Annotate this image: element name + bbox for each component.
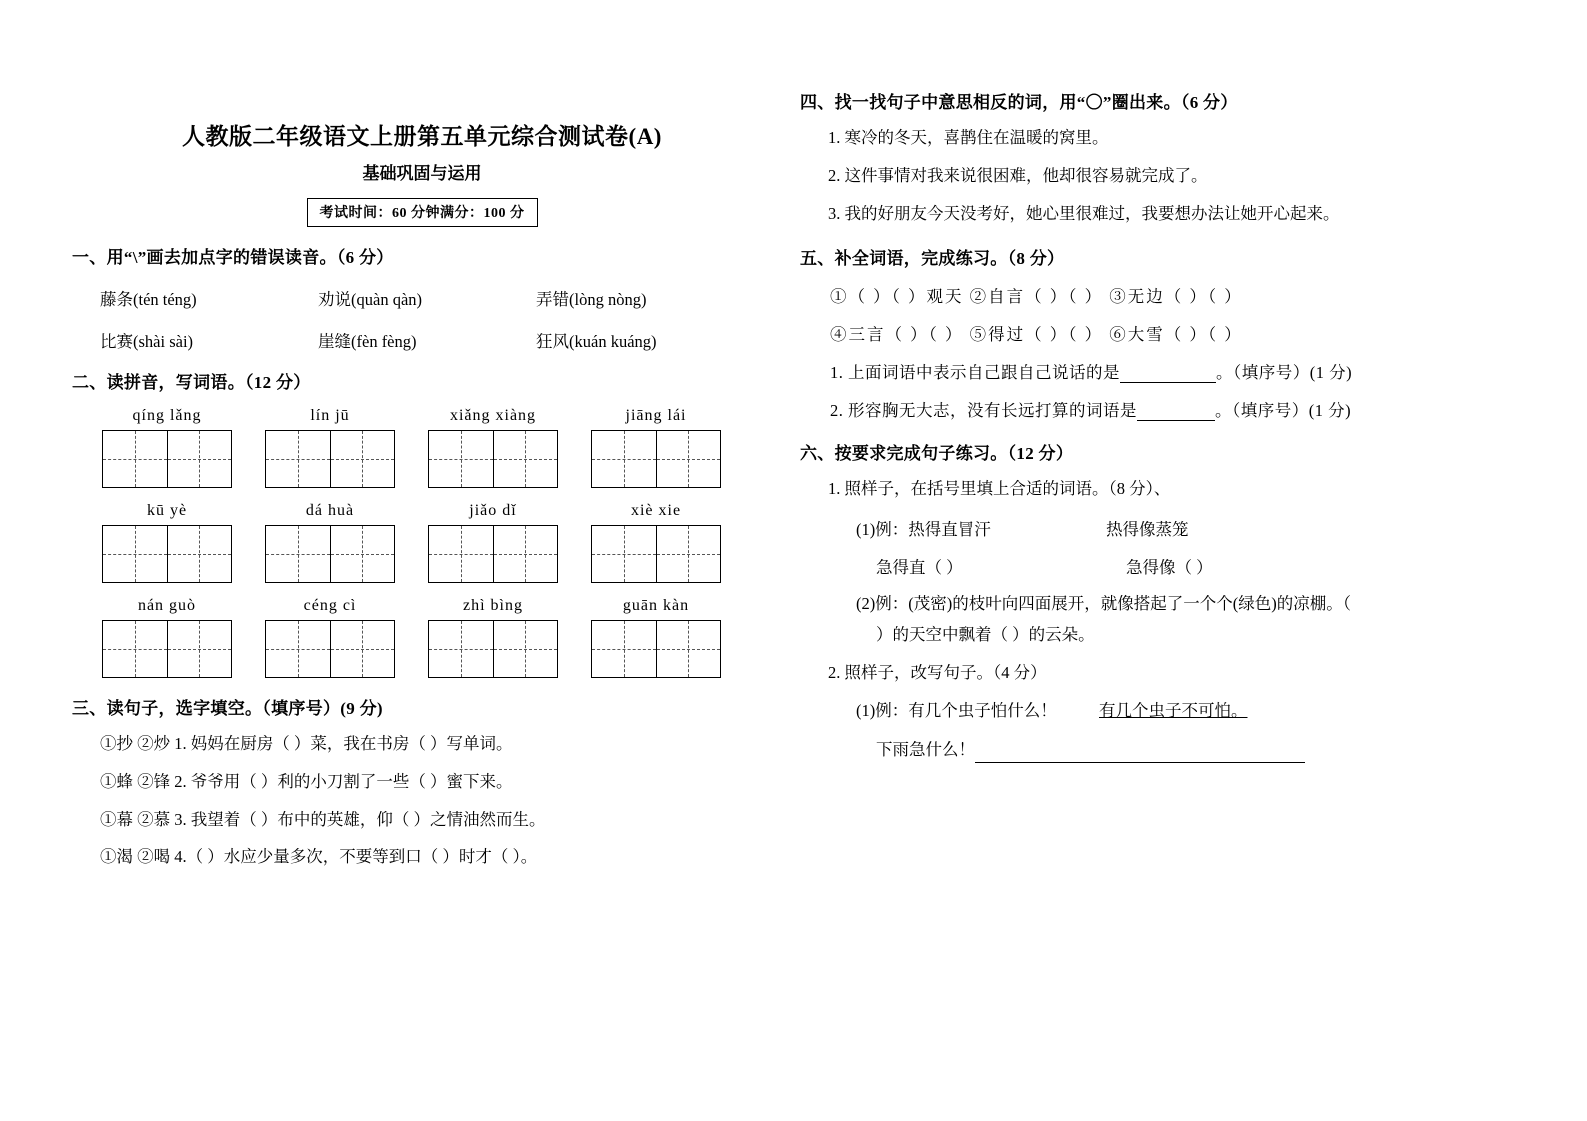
tianzige-box[interactable] — [265, 620, 395, 678]
page-title: 人教版二年级语文上册第五单元综合测试卷(A) — [182, 124, 662, 149]
example-3-prompt: 下雨急什么！ — [876, 740, 975, 759]
section-6-title: 六、按要求完成句子练习。（12 分） — [800, 444, 1074, 464]
tianzige-box[interactable] — [102, 430, 232, 488]
pinyin-label: xiè xie — [630, 502, 682, 519]
example-3-answer: 有几个虫子不可怕。 — [1099, 701, 1248, 721]
section-6-example-1-row-2 — [800, 554, 1520, 578]
grid-cell[interactable] — [167, 621, 232, 677]
grid-cell[interactable] — [656, 621, 721, 677]
grid-cell[interactable] — [592, 621, 656, 677]
section-2-title: 二、读拼音，写词语。（12 分） — [72, 373, 311, 392]
section-1-row-1 — [72, 286, 772, 310]
pinyin-label: jiǎo dǐ — [469, 502, 517, 519]
pinyin-label: guān kàn — [622, 597, 690, 614]
writing-grid-group — [102, 597, 265, 678]
section-5-question-1[interactable] — [800, 359, 1520, 383]
grid-cell[interactable] — [656, 526, 721, 582]
grid-cell[interactable] — [167, 526, 232, 582]
grid-cell[interactable] — [330, 526, 395, 582]
left-column — [72, 0, 772, 870]
section-3-item[interactable]: ①幕 ②慕 3. 我望着（ ）布中的英雄，仰（ ）之情油然而生。 — [100, 809, 546, 829]
writing-grid-row-2 — [72, 502, 772, 583]
section-6-example-2-line-1: (2)例：(茂密)的枝叶向四面展开，就像搭起了一个个(绿色)的凉棚。（ — [856, 594, 1351, 613]
answer-blank[interactable] — [975, 745, 1305, 763]
tianzige-box[interactable] — [591, 430, 721, 488]
section-4-title: 四、找一找句子中意思相反的词，用“〇”圈出来。（6 分） — [800, 93, 1238, 112]
answer-blank[interactable] — [1137, 404, 1215, 422]
grid-cell[interactable] — [429, 621, 493, 677]
section-5-idiom-row-1[interactable]: ①（ ）（ ）观天 ②自言（ ）（ ） ③无边（ ）（ ） — [830, 287, 1243, 307]
right-column — [800, 0, 1520, 763]
example-answer-c[interactable]: 急得直（ ） — [876, 558, 963, 577]
section-5-q2-suffix: 。（填序号）(1 分) — [1215, 401, 1352, 421]
grid-cell[interactable] — [493, 526, 558, 582]
pinyin-label: lín jū — [310, 407, 350, 424]
grid-cell[interactable] — [103, 431, 167, 487]
section-3-item[interactable]: ①蜂 ②锋 2. 爷爷用（ ）利的小刀割了一些（ ）蜜下来。 — [100, 771, 513, 791]
writing-grid-group — [428, 597, 591, 678]
section-5-title: 五、补全词语，完成练习。（8 分） — [800, 249, 1065, 269]
writing-grid-row-1 — [72, 407, 772, 488]
writing-grid-group — [265, 597, 428, 678]
grid-cell[interactable] — [103, 526, 167, 582]
tianzige-box[interactable] — [428, 620, 558, 678]
tianzige-box[interactable] — [102, 525, 232, 583]
grid-cell[interactable] — [330, 431, 395, 487]
pinyin-item[interactable]: 藤条(tén téng) — [100, 290, 197, 309]
pinyin-item[interactable]: 狂风(kuán kuáng) — [536, 332, 657, 351]
pinyin-item[interactable]: 比赛(shài sài) — [100, 332, 194, 351]
tianzige-box[interactable] — [265, 430, 395, 488]
grid-cell[interactable] — [429, 431, 493, 487]
pinyin-label: zhì bìng — [463, 597, 523, 614]
section-4-item[interactable]: 1. 寒冷的冬天，喜鹊住在温暖的窝里。 — [828, 128, 1109, 147]
tianzige-box[interactable] — [428, 525, 558, 583]
pinyin-label: céng cì — [303, 597, 357, 614]
pinyin-item[interactable]: 弄错(lòng nòng) — [536, 290, 647, 309]
section-5-q1-text: 1. 上面词语中表示自己跟自己说话的是 — [830, 363, 1120, 383]
section-6-question-1: 1. 照样子，在括号里填上合适的词语。（8 分）、 — [828, 479, 1171, 499]
grid-cell[interactable] — [429, 526, 493, 582]
grid-cell[interactable] — [592, 526, 656, 582]
pinyin-label: qíng lǎng — [132, 407, 202, 424]
writing-grid-group — [591, 407, 754, 488]
tianzige-box[interactable] — [265, 525, 395, 583]
section-3-title: 三、读句子，选字填空。（填序号）(9 分) — [72, 699, 383, 718]
grid-cell[interactable] — [592, 431, 656, 487]
section-6-example-1-row-1 — [800, 516, 1520, 540]
tianzige-box[interactable] — [102, 620, 232, 678]
writing-grid-group — [265, 407, 428, 488]
example-answer-d[interactable]: 急得像（ ） — [1126, 558, 1213, 577]
tianzige-box[interactable] — [591, 620, 721, 678]
section-1-title: 一、用“\”画去加点字的错误读音。（6 分） — [72, 248, 394, 267]
exam-info: 考试时间：60 分钟满分：100 分 — [307, 198, 538, 227]
pinyin-item[interactable]: 崖缝(fèn fèng) — [318, 332, 417, 351]
section-6-example-2-line-2[interactable]: ）的天空中飘着（ ）的云朵。 — [876, 624, 1095, 644]
pinyin-label: nán guò — [137, 597, 197, 614]
writing-grid-group — [428, 407, 591, 488]
section-6-question-2: 2. 照样子，改写句子。（4 分） — [828, 662, 1047, 682]
grid-cell[interactable] — [266, 526, 330, 582]
writing-grid-group — [591, 597, 754, 678]
exam-info-wrapper — [72, 198, 772, 227]
pinyin-label: jiāng lái — [625, 407, 687, 424]
grid-cell[interactable] — [493, 431, 558, 487]
section-6-example-3 — [800, 699, 1520, 724]
grid-cell[interactable] — [493, 621, 558, 677]
writing-grid-row-3 — [72, 597, 772, 678]
grid-cell[interactable] — [167, 431, 232, 487]
example-text-b: 热得像蒸笼 — [1106, 520, 1189, 539]
example-label-and-a — [856, 516, 1106, 540]
section-5-q2-text: 2. 形容胸无大志，没有长远打算的词语是 — [830, 401, 1137, 421]
answer-blank[interactable] — [1120, 366, 1216, 384]
example-3-label: (1)例：有几个虫子怕什么！ — [856, 701, 1057, 721]
section-5-question-2[interactable] — [800, 397, 1520, 421]
example-label: (1)例： — [856, 520, 909, 539]
grid-cell[interactable] — [266, 621, 330, 677]
section-3-item[interactable]: ①抄 ②炒 1. 妈妈在厨房（ ）菜，我在书房（ ）写单词。 — [100, 734, 513, 753]
writing-grid-group — [428, 502, 591, 583]
page-subtitle: 基础巩固与运用 — [362, 164, 482, 183]
section-4-item[interactable]: 2. 这件事情对我来说很困难，他却很容易就完成了。 — [828, 165, 1208, 185]
tianzige-box[interactable] — [428, 430, 558, 488]
section-1-row-2 — [72, 328, 772, 352]
writing-grid-group — [591, 502, 754, 583]
section-4-item[interactable]: 3. 我的好朋友今天没考好，她心里很难过，我要想办法让她开心起来。 — [828, 203, 1340, 223]
section-6-prompt-row[interactable] — [800, 738, 1520, 763]
pinyin-item[interactable]: 劝说(quàn qàn) — [318, 290, 423, 309]
grid-cell[interactable] — [266, 431, 330, 487]
pinyin-label: dá huà — [305, 502, 355, 519]
tianzige-box[interactable] — [591, 525, 721, 583]
grid-cell[interactable] — [656, 431, 721, 487]
writing-grid-group — [102, 502, 265, 583]
example-text-a: 热得直冒汗 — [908, 520, 991, 539]
section-5-q1-suffix: 。（填序号）(1 分) — [1216, 363, 1353, 383]
pinyin-label: kū yè — [146, 502, 188, 519]
pinyin-label: xiǎng xiàng — [449, 407, 537, 424]
section-3-item[interactable]: ①渴 ②喝 4.（ ）水应少量多次，不要等到口（ ）时才（ ）。 — [100, 847, 538, 867]
writing-grid-group — [265, 502, 428, 583]
writing-grid-group — [102, 407, 265, 488]
section-5-idiom-row-2[interactable]: ④三言（ ）（ ） ⑤得过（ ）（ ） ⑥大雪（ ）（ ） — [830, 325, 1243, 345]
grid-cell[interactable] — [330, 621, 395, 677]
grid-cell[interactable] — [103, 621, 167, 677]
